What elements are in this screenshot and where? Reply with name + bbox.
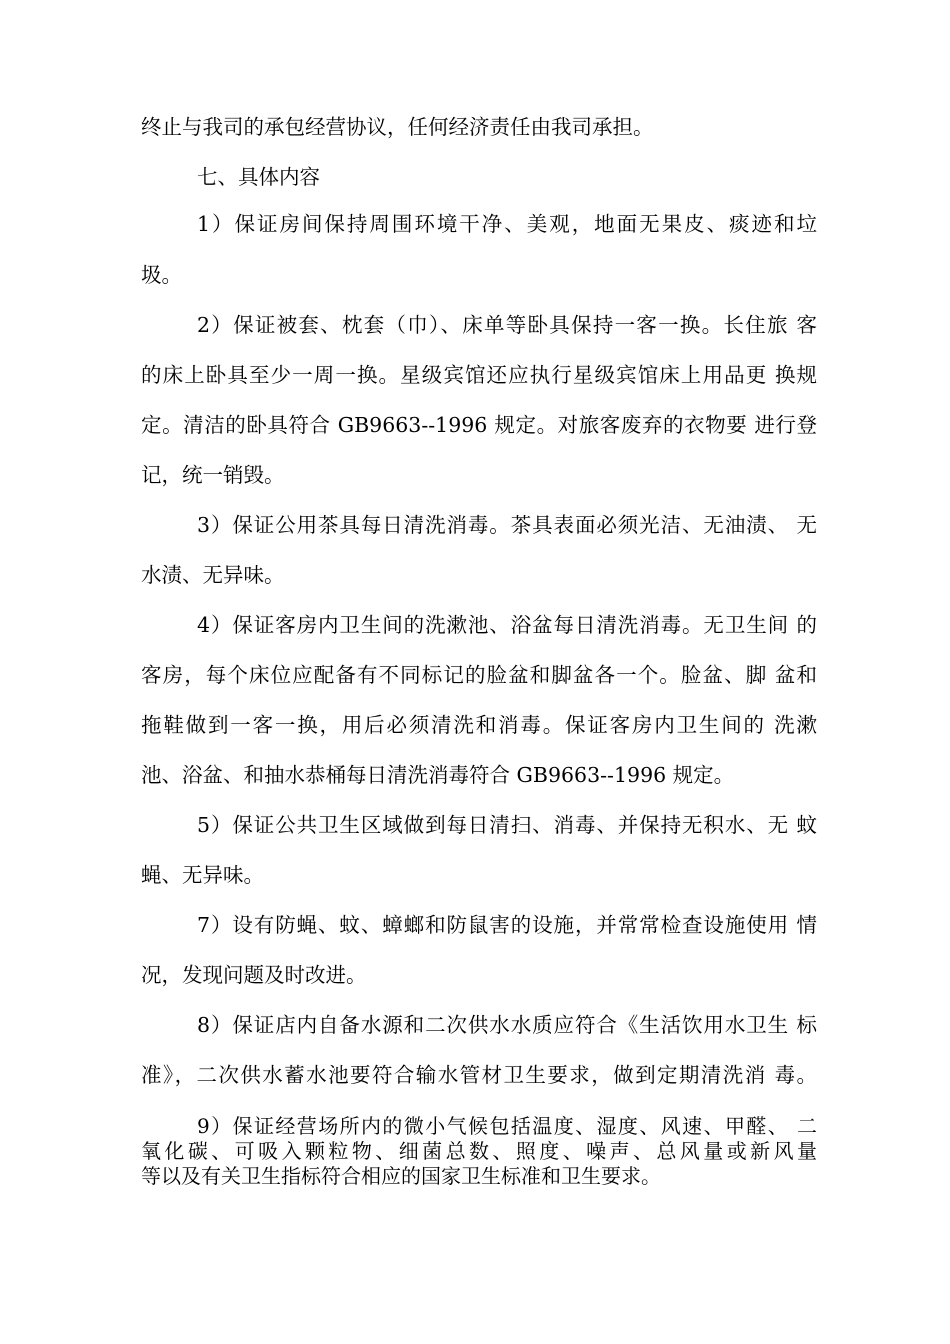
text-line: 3）保证公用茶具每日清洗消毒。茶具表面必须光洁、无油渍、 无 xyxy=(197,513,817,537)
text-line: 的床上卧具至少一周一换。星级宾馆还应执行星级宾馆床上用品更 换规 xyxy=(141,363,817,387)
text-line: 7）设有防蝇、蚊、蟑螂和防鼠害的设施，并常常检查设施使用 情 xyxy=(197,913,817,937)
text-line: 定。清洁的卧具符合 GB9663--1996 规定。对旅客废弃的衣物要 进行登 xyxy=(141,413,817,437)
text-line: 1）保证房间保持周围环境干净、美观，地面无果皮、痰迹和垃 xyxy=(197,212,817,236)
text-line: 准》，二次供水蓄水池要符合输水管材卫生要求，做到定期清洗消 毒。 xyxy=(141,1063,817,1087)
text-line: 2）保证被套、枕套（巾）、床单等卧具保持一客一换。长住旅 客 xyxy=(197,313,817,337)
text-line: 4）保证客房内卫生间的洗漱池、浴盆每日清洗消毒。无卫生间 的 xyxy=(197,613,817,637)
text-line: 等以及有关卫生指标符合相应的国家卫生标准和卫生要求。 xyxy=(141,1164,661,1188)
text-line: 终止与我司的承包经营协议，任何经济责任由我司承担。 xyxy=(141,115,654,139)
text-line: 水渍、无异味。 xyxy=(141,563,285,587)
text-line: 池、浴盆、和抽水恭桶每日清洗消毒符合 GB9663--1996 规定。 xyxy=(141,763,735,787)
text-line: 氧化碳、可吸入颗粒物、细菌总数、照度、噪声、总风量或新风量 xyxy=(141,1139,817,1163)
text-line: 蝇、无异味。 xyxy=(141,863,264,887)
text-line: 9）保证经营场所内的微小气候包括温度、湿度、风速、甲醛、 二 xyxy=(197,1114,817,1138)
text-line: 5）保证公共卫生区域做到每日清扫、消毒、并保持无积水、无 蚊 xyxy=(197,813,817,837)
text-line: 拖鞋做到一客一换，用后必须清洗和消毒。保证客房内卫生间的 洗漱 xyxy=(141,713,817,737)
text-line: 8）保证店内自备水源和二次供水水质应符合《生活饮用水卫生 标 xyxy=(197,1013,817,1037)
text-line: 况，发现问题及时改进。 xyxy=(141,963,367,987)
section-heading: 七、具体内容 xyxy=(197,165,320,189)
text-line: 客房，每个床位应配备有不同标记的脸盆和脚盆各一个。脸盆、脚 盆和 xyxy=(141,663,817,687)
text-line: 记，统一销毁。 xyxy=(141,463,285,487)
text-line: 圾。 xyxy=(141,263,182,287)
